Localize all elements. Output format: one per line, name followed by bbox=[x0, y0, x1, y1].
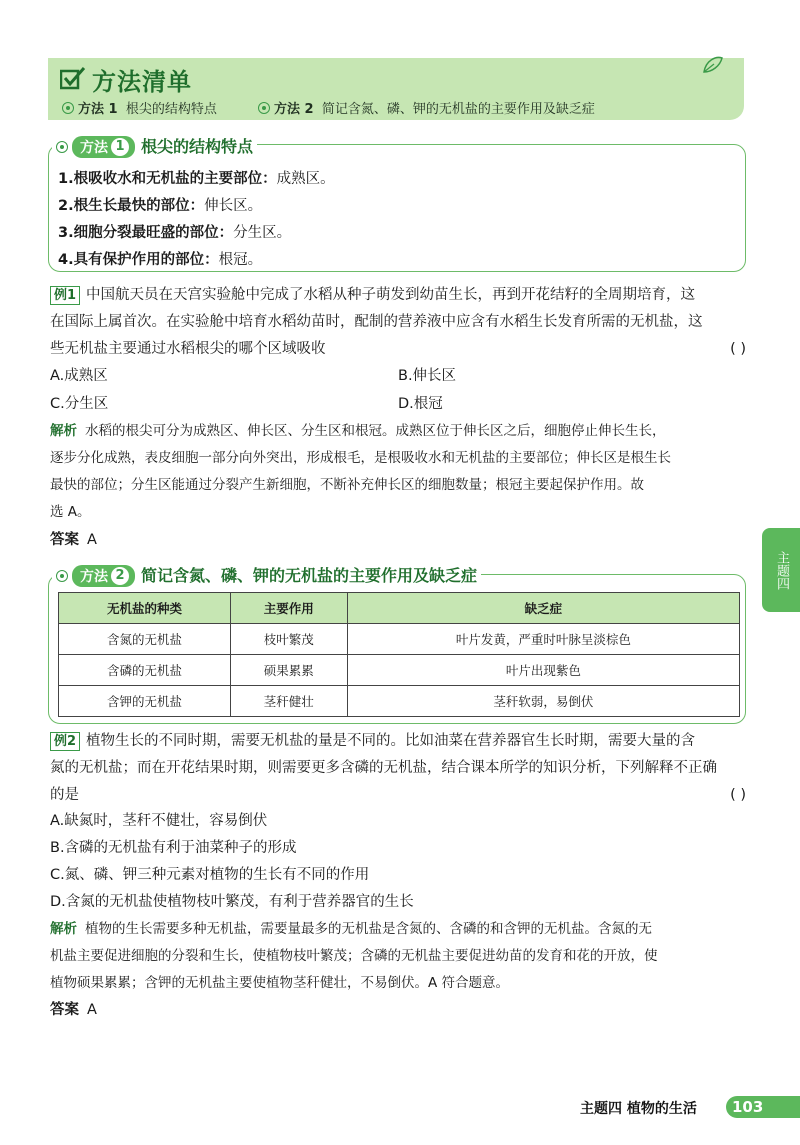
side-tab: 主题四 bbox=[762, 528, 800, 612]
table-cell: 叶片发黄，严重时叶脉呈淡棕色 bbox=[347, 624, 739, 655]
example1-answer: 答案 A bbox=[50, 532, 97, 548]
example2-option-c: C.氮、磷、钾三种元素对植物的生长有不同的作用 bbox=[50, 867, 370, 883]
example-tag: 例2 bbox=[50, 732, 80, 751]
method-tag: 方法 2 bbox=[72, 565, 135, 587]
bullet-icon bbox=[56, 141, 68, 153]
example1-option-a: A.成熟区 bbox=[50, 368, 108, 384]
example2-option-a: A.缺氮时，茎秆不健壮，容易倒伏 bbox=[50, 813, 268, 829]
table-cell: 硕果累累 bbox=[230, 655, 347, 686]
example-tag: 例1 bbox=[50, 286, 80, 305]
example1-option-c: C.分生区 bbox=[50, 396, 109, 412]
table-cell: 枝叶繁茂 bbox=[230, 624, 347, 655]
method1-heading: 方法 1 根尖的结构特点 bbox=[52, 134, 257, 158]
example2-solution: 解析 植物的生长需要多种无机盐，需要量最多的无机盐是含氮的、含磷的和含钾的无机盐。含氮的无 机盐主要促进细胞的分裂和生长，使植物枝叶繁茂；含磷的无机盐主要促进幼苗的发育和花的开放，使 植物硕果累累；含钾的无机盐主要使植物茎秆健壮，不易倒伏。A 符合题意。 bbox=[50, 921, 658, 991]
banner-method1: 方法 1 根尖的结构特点 bbox=[62, 98, 217, 117]
table-cell: 含钾的无机盐 bbox=[59, 686, 231, 717]
table-header: 主要作用 bbox=[230, 593, 347, 624]
footer-chapter: 主题四 植物的生活 bbox=[580, 1101, 697, 1117]
table-row bbox=[59, 686, 740, 717]
table-header-row bbox=[59, 593, 740, 624]
method1-item: 3.细胞分裂最旺盛的部位：分生区。 bbox=[58, 225, 292, 241]
table-header: 无机盐的种类 bbox=[59, 593, 231, 624]
method1-item: 1.根吸收水和无机盐的主要部位：成熟区。 bbox=[58, 171, 335, 187]
bullet-icon bbox=[258, 102, 270, 114]
example1-option-b: B.伸长区 bbox=[398, 368, 457, 384]
method2-heading: 方法 2 简记含氮、磷、钾的无机盐的主要作用及缺乏症 bbox=[52, 563, 481, 587]
table-cell: 茎秆健壮 bbox=[230, 686, 347, 717]
example2-option-d: D.含氮的无机盐使植物枝叶繁茂，有利于营养器官的生长 bbox=[50, 894, 414, 910]
bullet-icon bbox=[56, 570, 68, 582]
example1-option-d: D.根冠 bbox=[398, 396, 443, 412]
method1-item: 2.根生长最快的部位：伸长区。 bbox=[58, 198, 263, 214]
method-tag: 方法 1 bbox=[72, 136, 135, 158]
example1-question: 例1 中国航天员在天宫实验舱中完成了水稻从种子萌发到幼苗生长，再到开花结籽的全周期培育，这 在国际上属首次。在实验舱中培育水稻幼苗时，配制的营养液中应含有水稻生长发育所需的无机盐，这 些无机盐主要通过水稻根尖的哪个区域吸收 ( ) bbox=[50, 287, 746, 357]
method1-item: 4.具有保护作用的部位：根冠。 bbox=[58, 252, 263, 268]
example1-solution: 解析 水稻的根尖可分为成熟区、伸长区、分生区和根冠。成熟区位于伸长区之后，细胞停止伸长生长， 逐步分化成熟，表皮细胞一部分向外突出，形成根毛，是根吸收水和无机盐的主要部位；伸长区是根生长 最快的部位；分生区能通过分裂产生新细胞，不断补充伸长区的细胞数量；根冠主要起保护作用。故 选 A。 bbox=[50, 423, 671, 520]
table-cell: 茎秆软弱，易倒伏 bbox=[347, 686, 739, 717]
table-cell: 叶片出现紫色 bbox=[347, 655, 739, 686]
leaf-icon bbox=[700, 52, 726, 78]
table-row bbox=[59, 655, 740, 686]
table-row bbox=[59, 624, 740, 655]
bullet-icon bbox=[62, 102, 74, 114]
nutrient-table bbox=[58, 592, 740, 717]
banner-title: 方法清单 bbox=[92, 68, 192, 96]
banner-method2: 方法 2 简记含氮、磷、钾的无机盐的主要作用及缺乏症 bbox=[258, 98, 595, 117]
table-header: 缺乏症 bbox=[347, 593, 739, 624]
page-number: 103 bbox=[726, 1096, 800, 1118]
table-cell: 含氮的无机盐 bbox=[59, 624, 231, 655]
example2-option-b: B.含磷的无机盐有利于油菜种子的形成 bbox=[50, 840, 297, 856]
table-cell: 含磷的无机盐 bbox=[59, 655, 231, 686]
example2-answer: 答案 A bbox=[50, 1002, 97, 1018]
example2-question: 例2 植物生长的不同时期，需要无机盐的量是不同的。比如油菜在营养器官生长时期，需要大量的含 氮的无机盐；而在开花结果时期，则需要更多含磷的无机盐，结合课本所学的知识分析，下列解释不正确 的是 ( ) bbox=[50, 733, 746, 803]
